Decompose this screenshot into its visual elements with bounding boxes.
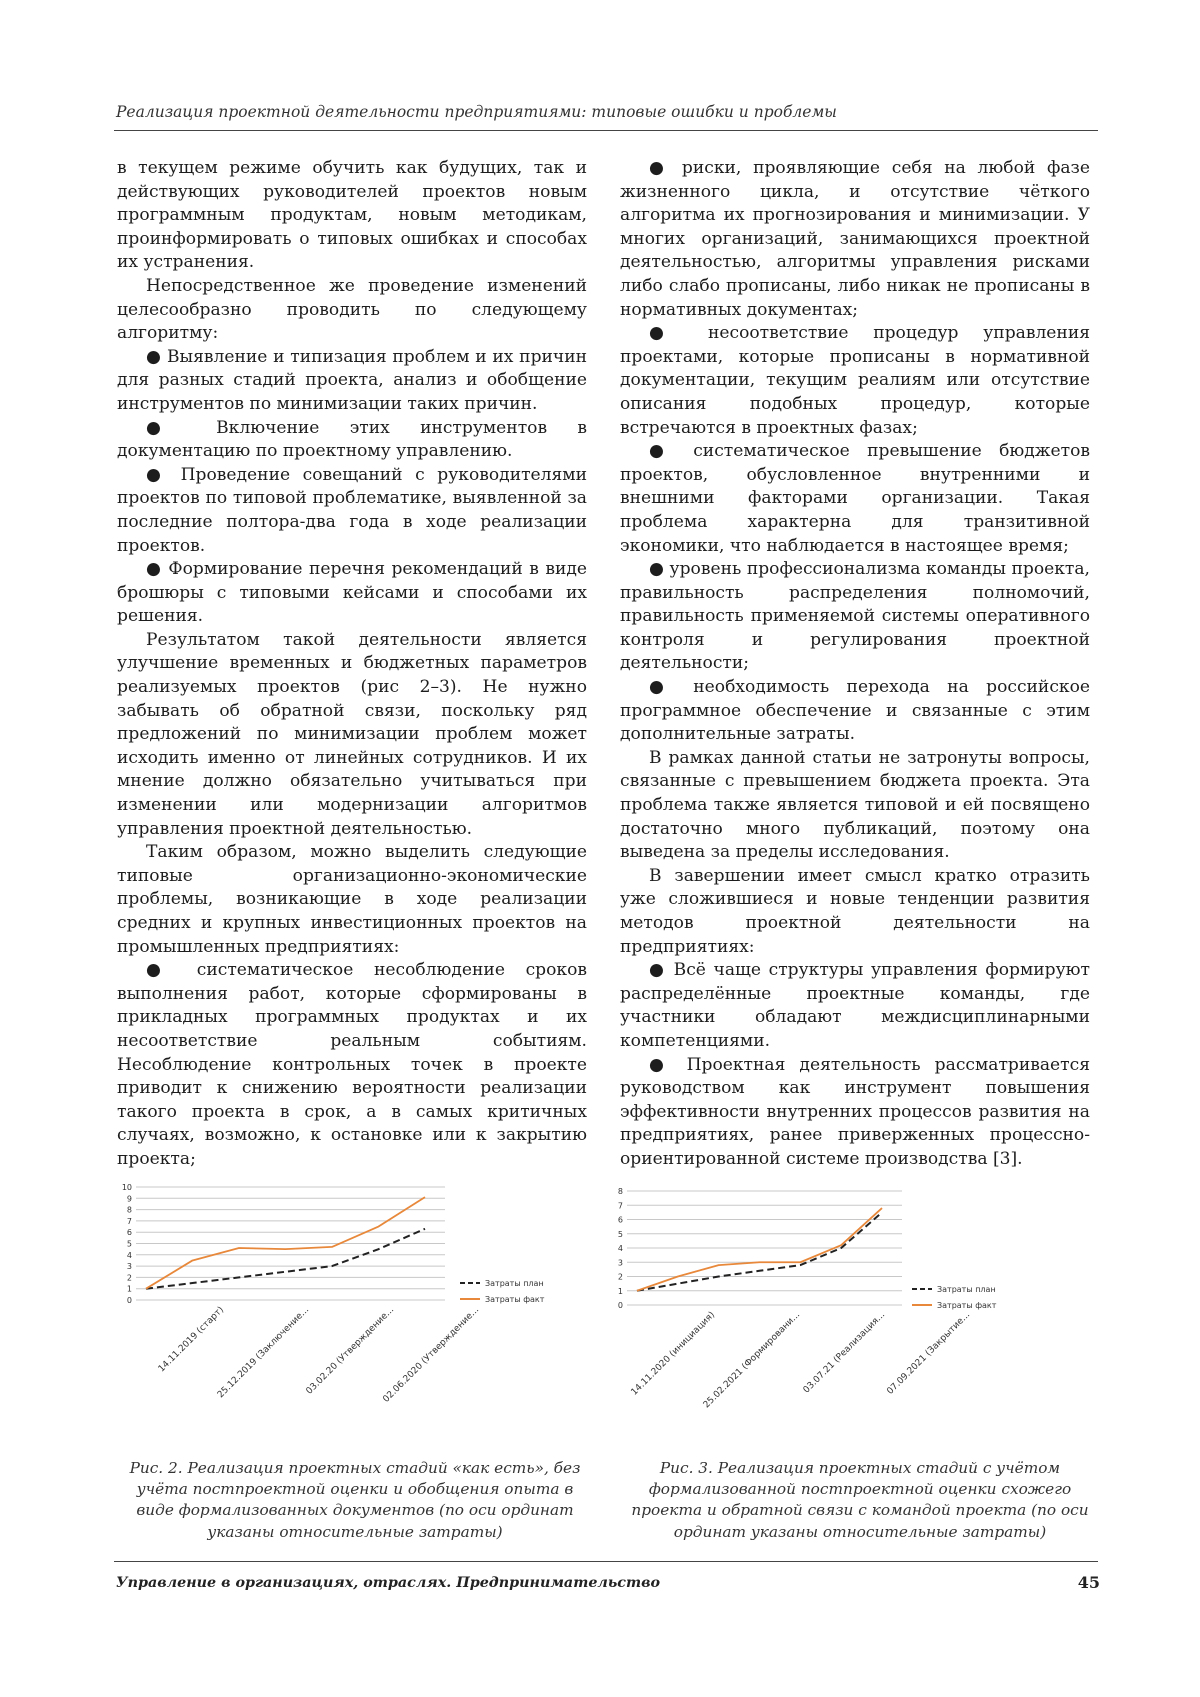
- list-item: ● Проведение совещаний с руководителями проектов по типовой проблематике, выявленной за последние полтора-два года в ходе реализации проектов.: [117, 464, 587, 556]
- series-line-plan: [637, 1212, 882, 1290]
- paragraph: В завершении имеет смысл кратко отразить уже сложившиеся и новые тенденции развития методов проектной деятельности на предприятиях:: [620, 865, 1090, 957]
- x-category-label: 03.07.21 (Реализация...: [801, 1310, 888, 1396]
- paragraph: Таким образом, можно выделить следующие типовые организационно-экономические проблемы, возникающие в ходе реализации средних и крупных инвестиционных проектов на промышленных предприятиях:: [117, 842, 587, 957]
- legend-label: Затраты факт: [937, 1301, 997, 1310]
- right-column: [620, 157, 1090, 1172]
- y-tick-label: 5: [617, 1229, 623, 1239]
- y-tick-label: 7: [126, 1216, 132, 1226]
- y-tick-label: 1: [126, 1284, 132, 1294]
- list-item: ● систематическое превышение бюджетов проектов, обусловленное внутренними и внешними факторами организации. Такая проблема характерна для транзитивной экономики, что наблюдается в настоящее время;: [620, 441, 1090, 556]
- x-category-label: 25.02.2021 (Формировани...: [701, 1310, 803, 1411]
- list-item: ● Всё чаще структуры управления формируют распределённые проектные команды, где участники обладают междисциплинарными компетенциями.: [620, 960, 1090, 1051]
- list-item: ● необходимость перехода на российское программное обеспечение и связанные с этим дополнительные затраты.: [620, 677, 1090, 745]
- paragraph: В рамках данной статьи не затронуты вопросы, связанные с превышением бюджета проекта. Эта проблема также является типовой и ей посвящено достаточно много публикаций, поэтому она выведена за пределы исследования.: [620, 747, 1090, 863]
- figure-2-chart: [120, 1180, 600, 1450]
- paragraph: Непосредственное же проведение изменений целесообразно проводить по следующему алгоритму:: [117, 275, 587, 344]
- x-category-label: 07.09.2021 (Закрытие...: [885, 1310, 973, 1397]
- y-tick-label: 7: [617, 1201, 623, 1211]
- y-tick-label: 1: [617, 1286, 623, 1296]
- list-item: ● Выявление и типизация проблем и их причин для разных стадий проекта, анализ и обобщение инструментов по минимизации таких причин.: [117, 346, 587, 414]
- y-tick-label: 2: [126, 1273, 132, 1283]
- y-tick-label: 4: [617, 1244, 623, 1253]
- y-tick-label: 4: [126, 1250, 132, 1260]
- legend-label: Затраты факт: [485, 1295, 545, 1304]
- list-item: ● несоответствие процедур управления проектами, которые прописаны в нормативной документации, текущим реалиям или отсутствие описания подобных процедур, которые встречаются в проектных фазах;: [620, 323, 1090, 438]
- running-head: Реализация проектной деятельности предприятиями: типовые ошибки и проблемы: [116, 103, 837, 121]
- list-item: ● Формирование перечня рекомендаций в виде брошюры с типовыми кейсами и способами их решения.: [117, 559, 587, 627]
- page-number: 45: [1077, 1573, 1100, 1592]
- y-tick-label: 8: [126, 1205, 132, 1215]
- header-rule: [114, 130, 1098, 131]
- series-line-fact: [146, 1197, 425, 1289]
- journal-title: Управление в организациях, отраслях. Предпринимательство: [116, 1575, 661, 1591]
- y-tick-label: 0: [126, 1296, 132, 1305]
- y-tick-label: 3: [617, 1258, 623, 1268]
- y-tick-label: 2: [617, 1272, 623, 1282]
- x-category-label: 02.06.2020 (Утверждение...: [381, 1305, 482, 1405]
- y-tick-label: 6: [617, 1215, 623, 1225]
- x-category-label: 14.11.2019 (старт): [156, 1305, 227, 1375]
- series-line-fact: [637, 1208, 882, 1291]
- list-item: ● Проектная деятельность рассматривается руководством как инструмент повышения эффективности внутренних процессов развития на предприятиях, ранее приверженных процессно-ориентированной системе производства [3].: [620, 1054, 1090, 1169]
- series-line-plan: [146, 1229, 425, 1289]
- figure-3-chart: [612, 1183, 1102, 1453]
- legend-label: Затраты план: [485, 1279, 544, 1288]
- legend-label: Затраты план: [937, 1285, 996, 1294]
- paragraph: в текущем режиме обучить как будущих, так и действующих руководителей проектов новым программным продуктам, новым методикам, проинформировать о типовых ошибках и способах их устранения.: [117, 158, 587, 273]
- figure-2-caption: Рис. 2. Реализация проектных стадий «как есть», без учёта постпроектной оценки и обобщения опыта в виде формализованных документов (по оси ординат указаны относительные затраты): [129, 1459, 581, 1541]
- x-category-label: 14.11.2020 (инициация): [629, 1310, 718, 1398]
- y-tick-label: 9: [126, 1194, 132, 1204]
- y-tick-label: 3: [126, 1262, 132, 1272]
- left-column: [117, 157, 587, 1172]
- list-item: ● Включение этих инструментов в документацию по проектному управлению.: [117, 417, 587, 462]
- y-tick-label: 6: [126, 1228, 132, 1238]
- x-category-label: 03.02.20 (Утверждение...: [304, 1305, 397, 1397]
- list-item: ● риски, проявляющие себя на любой фазе жизненного цикла, и отсутствие чёткого алгоритма их прогнозирования и минимизации. У многих организаций, занимающихся проектной деятельностью, алгоритмы управления рисками либо слабо прописаны, либо никак не прописаны в нормативных документах;: [620, 158, 1090, 320]
- y-tick-label: 8: [617, 1187, 623, 1196]
- list-item: ● уровень профессионализма команды проекта, правильность распределения полномочий, правильность применяемой системы оперативного контроля и регулирования проектной деятельности;: [620, 559, 1090, 674]
- footer-rule: [114, 1561, 1098, 1562]
- figure-3-caption: Рис. 3. Реализация проектных стадий с учётом формализованной постпроектной оценки схожего проекта и обратной связи с командой проекта (по оси ординат указаны относительные затраты): [631, 1459, 1089, 1541]
- y-tick-label: 0: [617, 1301, 623, 1310]
- y-tick-label: 10: [121, 1183, 132, 1192]
- y-tick-label: 5: [126, 1239, 132, 1249]
- x-category-label: 25.12.2019 (Заключение...: [215, 1305, 312, 1401]
- list-item: ● систематическое несоблюдение сроков выполнения работ, которые сформированы в прикладных программных продуктах и их несоответствие реальным событиям. Несоблюдение контрольных точек в проекте приводит к снижению вероятности реализации такого проекта в срок, а в самых критичных случаях, возможно, к остановке или к закрытию проекта;: [117, 960, 587, 1169]
- paragraph: Результатом такой деятельности является улучшение временных и бюджетных параметров реализуемых проектов (рис 2–3). Не нужно забывать об обратной связи, поскольку ряд предложений по минимизации проблем может исходить именно от линейных сотрудников. И их мнение должно обязательно учитываться при изменении или модернизации алгоритмов управления проектной деятельностью.: [117, 629, 587, 839]
